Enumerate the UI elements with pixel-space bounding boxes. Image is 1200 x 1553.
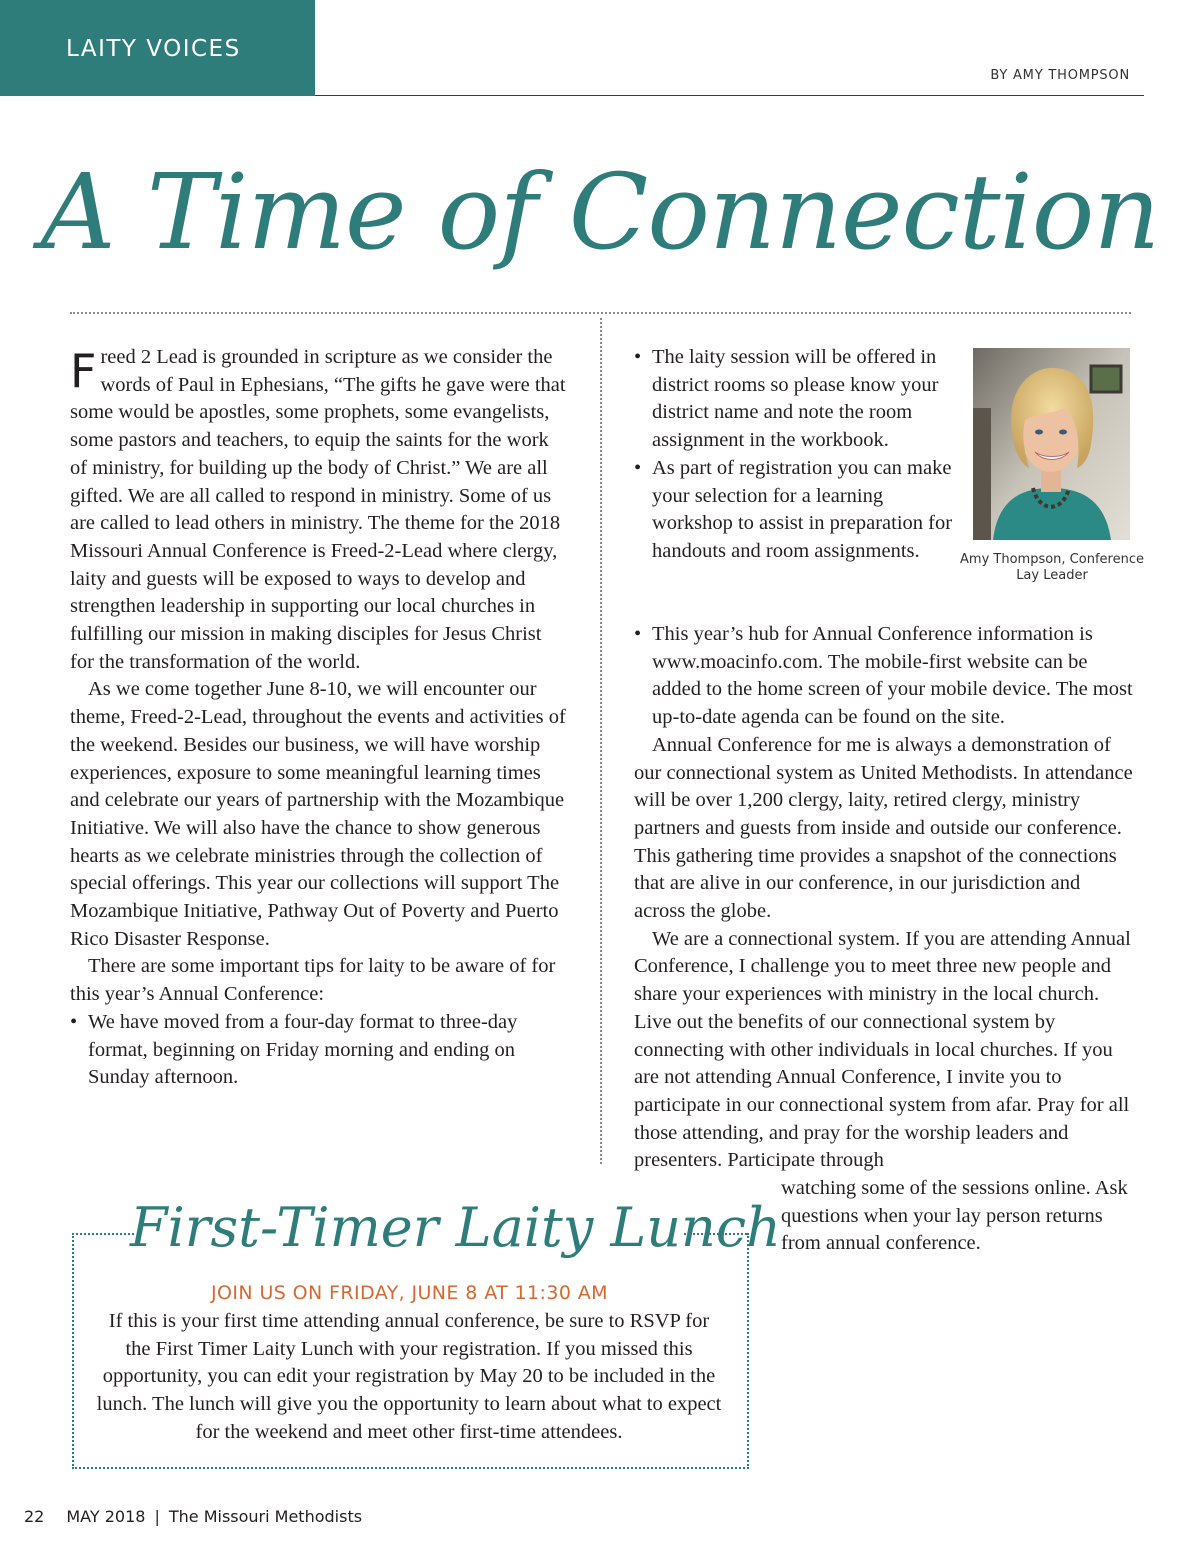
section-tab	[0, 0, 315, 96]
tip-bullet-1: • We have moved from a four-day format to three-day format, beginning on Friday morning and ending on Sunday afternoon.	[70, 1009, 568, 1092]
paragraph-5-continued: watching some of the sessions online. Ask questions when your lay person returns from annual conference.	[781, 1177, 1128, 1255]
page-number: 22	[24, 1507, 45, 1526]
paragraph-3: There are some important tips for laity to be aware of for this year’s Annual Conference:	[70, 955, 556, 1006]
author-photo	[973, 348, 1130, 540]
callout-title: First-Timer Laity Lunch	[130, 1196, 781, 1259]
right-column-top	[634, 344, 954, 566]
portrait-image	[973, 348, 1130, 540]
header-rule	[315, 95, 1144, 96]
callout-text: If this is your first time attending annual conference, be sure to RSVP for the First Timer Laity Lunch with your registration. If you missed this opportunity, you can edit your registration by May 20 to be included in the lunch. The lunch will give you the opportunity to learn about what to expect for the weekend and meet other first-time attendees.	[96, 1310, 722, 1443]
article-title: A Time of Connection	[40, 151, 1160, 273]
drop-cap: F	[70, 344, 97, 398]
paragraph-1	[70, 344, 568, 676]
callout-subtitle: JOIN US ON FRIDAY, JUNE 8 AT 11:30 AM	[211, 1282, 608, 1304]
footer-separator: |	[154, 1507, 160, 1526]
paragraph-2: As we come together June 8-10, we will encounter our theme, Freed-2-Lead, throughout the events and activities of the weekend. Besides our business, we will have worship experiences, exposure to some meaningful learning times and celebrate our years of partnership with the Mozambique Initiative. We will also have the chance to show generous hearts as we celebrate ministries through the collection of special offerings. This year our collections will support The Mozambique Initiative, Pathway Out of Poverty and Puerto Rico Disaster Response.	[70, 678, 566, 950]
photo-caption: Amy Thompson, Conference Lay Leader	[960, 552, 1144, 583]
tip-bullet-3: • As part of registration you can make your selection for a learning workshop to assist in preparation for handouts and room assignments.	[634, 455, 954, 566]
tip-bullet-2: • The laity session will be offered in district rooms so please know your district name and note the room assignment in the workbook.	[634, 344, 954, 455]
callout-top-border-left	[72, 1233, 134, 1235]
tip-bullet-4: • This year’s hub for Annual Conference information is www.moacinfo.com. The mobile-first website can be added to the home screen of your mobile device. The most up-to-date agenda can be found on the site.	[634, 621, 1134, 732]
issue-date: MAY 2018	[66, 1507, 146, 1526]
byline: BY AMY THOMPSON	[990, 68, 1130, 83]
publication-name: The Missouri Methodists	[168, 1507, 363, 1526]
section-label: LAITY VOICES	[66, 36, 241, 62]
column-divider	[600, 318, 602, 1164]
paragraph-5: We are a connectional system. If you are attending Annual Conference, I challenge you to meet three new people and share your experiences with ministry in the local church. Live out the benefits of our connectional system by connecting with other individuals in local churches. If you are not attending Annual Conference, I invite you to participate in our connectional system from afar. Pray for all those attending, and pray for the worship leaders and presenters. Participate through	[634, 927, 1131, 1172]
title-divider	[70, 312, 1131, 314]
paragraph-1-text: reed 2 Lead is grounded in scripture as we consider the words of Paul in Ephesians, “The gifts he gave were that some would be apostles, some prophets, some evangelists, some pastors and teachers, to equip the saints for the work of ministry, for building up the body of Christ.” We are all gifted. We are all called to respond in ministry. Some of us are called to lead others in ministry. The theme for the 2018 Missouri Annual Conference is Freed-2-Lead where clergy, laity and guests will be exposed to ways to develop and strengthen leadership in supporting our local churches in fulfilling our mission in making disciples for Jesus Christ for the transformation of the world.	[70, 346, 566, 673]
right-column-bottom	[634, 621, 1134, 1175]
paragraph-4: Annual Conference for me is always a demonstration of our connectional system as United Methodists. In attendance will be over 1,200 clergy, laity, retired clergy, ministry partners and guests from inside and outside our conference. This gathering time provides a snapshot of the connections that are alive in our conference, in our jurisdiction and across the globe.	[634, 733, 1133, 923]
page-footer	[24, 1507, 362, 1526]
left-column	[70, 344, 568, 1092]
